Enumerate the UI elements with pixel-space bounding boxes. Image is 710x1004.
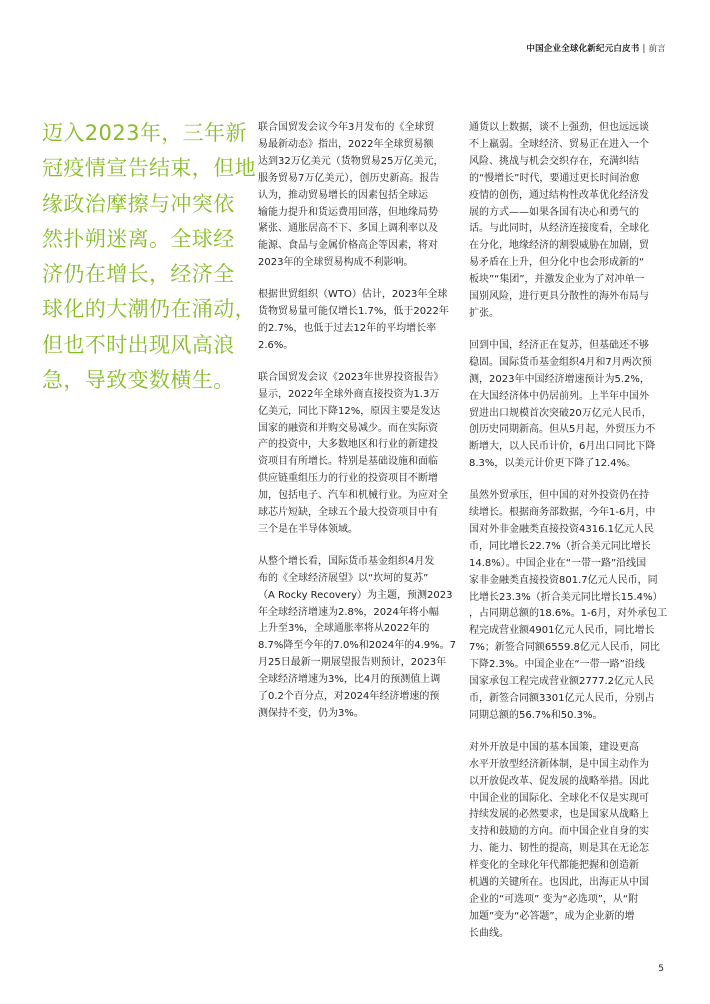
body-line: 布的《全球经济展望》以“坎坷的复苏” <box>258 572 429 584</box>
body-column-left <box>258 120 457 738</box>
body-line: 通货以上数据，谈不上强劲，但也远远谈 <box>469 122 649 133</box>
body-line: 币，新签合同额3301亿元人民币，分别占 <box>469 693 655 704</box>
pull-quote-line: 缘政治摩擦与冲突依 <box>42 191 235 216</box>
pull-quote-line: 但也不时出现风高浪 <box>42 332 235 357</box>
body-line: 贸进出口规模首次突破20万亿元人民币， <box>469 407 652 419</box>
body-line: 稳固。国际货币基金组织4月和7月两次预 <box>469 356 652 368</box>
body-paragraph <box>469 120 661 323</box>
body-line: 货物贸易量可能仅增长1.7%，低于2022年 <box>258 306 449 318</box>
body-line: 上升至3%，全球通胀率将从2022年的 <box>258 623 430 635</box>
body-line: 企业的“可选项” 变为“必选项”，从“附 <box>469 893 639 905</box>
body-line: 了0.2个百分点，对2024年经济增速的预 <box>258 691 440 703</box>
body-line: ，占同期总额的18.6%。1-6月，对外承包工 <box>469 608 668 620</box>
body-line: 显示，2022年全球外商直接投资为1.3万 <box>258 388 440 400</box>
running-header <box>526 42 666 54</box>
body-line: 认为，推动贸易增长的因素包括全球运 <box>258 189 428 201</box>
body-line: 长曲线。 <box>469 927 509 939</box>
body-line: 展的方式——如果各国有决心和勇气的 <box>469 206 639 218</box>
body-line: 国别风险，进行更具分散性的海外布局与 <box>469 291 649 303</box>
body-line: 中国企业的国际化、全球化不仅是实现可 <box>469 792 649 804</box>
body-line: 回到中国，经济正在复苏，但基础还不够 <box>469 339 649 351</box>
body-column-right <box>469 120 668 958</box>
body-line: 国对外非金融类直接投资4316.1亿元人民 <box>469 523 654 535</box>
body-line: 支持和鼓励的方向。而中国企业自身的实 <box>469 826 649 838</box>
body-line: （A Rocky Recovery）为主题，预测2023 <box>258 589 453 601</box>
body-paragraph <box>258 370 450 539</box>
body-line: 从整个增长看，国际货币基金组织4月发 <box>258 555 435 567</box>
pull-quote-line: 急，导致变数横生。 <box>42 368 235 393</box>
body-line: 家非金融类直接投资801.7亿元人民币，同 <box>469 574 658 586</box>
body-line: 易矛盾在上升，但分化中也会形成新的“ <box>469 257 645 269</box>
body-line: 同期总额的56.7%和50.3%。 <box>469 709 603 721</box>
body-line: 月25日最新一期展望报告则预计，2023年 <box>258 657 447 669</box>
body-line: 7%；新签合同额6559.8亿元人民币，同比 <box>469 642 660 654</box>
body-line: 联合国贸发会议今年3月发布的《全球贸 <box>258 122 435 133</box>
body-line: 易最新动态》指出，2022年全球贸易额 <box>258 138 434 150</box>
body-line: 供应链重组压力的行业的投资项目不断增 <box>258 473 438 485</box>
body-line: 加题”变为“必答题”，成为企业新的增 <box>469 910 635 922</box>
pull-quote-line: 然扑朔迷离。全球经 <box>42 226 235 251</box>
header-section: 前言 <box>648 44 666 54</box>
body-line: 话。与此同时，从经济连接度看，全球化 <box>469 223 649 235</box>
body-line: 比增长23.3%（折合美元同比增长15.4%） <box>469 591 663 603</box>
body-line: 能源、食品与金属价格高企等因素，将对 <box>258 240 438 252</box>
body-line: 币，同比增长22.7%（折合美元同比增长 <box>469 540 651 552</box>
body-line: 在大国经济体中仍居前列。上半年中国外 <box>469 390 649 402</box>
pull-quote <box>42 116 256 398</box>
body-line: 持续发展的必然要求，也是国家从战略上 <box>469 809 649 821</box>
body-line: 加，包括电子、汽车和机械行业。为应对全 <box>258 490 448 502</box>
body-paragraph <box>469 740 661 943</box>
body-line: 样变化的全球化年代都能把握和创造新 <box>469 860 639 872</box>
body-line: 虽然外贸承压，但中国的对外投资仍在持 <box>469 490 649 502</box>
body-line: 风险、挑战与机会交织存在，充满纠结 <box>469 155 639 167</box>
body-line: 输能力提升和货运费用回落，但地缘局势 <box>258 206 438 218</box>
header-separator: | <box>642 44 646 54</box>
body-line: 创历史同期新高。但从5月起，外贸压力不 <box>469 424 656 436</box>
body-line: 产的投资中，大多数地区和行业的新建投 <box>258 439 438 451</box>
body-line: 全球经济增速为3%，比4月的预测值上调 <box>258 674 441 686</box>
body-line: 根据世贸组织（WTO）估计，2023年全球 <box>258 289 448 301</box>
body-line: 扩张。 <box>469 307 499 319</box>
header-title: 中国企业全球化新纪元白皮书 <box>526 44 640 54</box>
body-line: 的“慢增长”时代，要通过更长时间治愈 <box>469 172 640 184</box>
body-line: 达到32万亿美元（货物贸易25万亿美元， <box>258 155 444 167</box>
pull-quote-line: 球化的大潮仍在涌动， <box>42 297 256 322</box>
body-paragraph <box>258 554 457 723</box>
body-paragraph <box>469 488 668 725</box>
page-number: 5 <box>658 964 664 974</box>
body-line: 国家承包工程完成营业额2777.2亿元人民 <box>469 676 654 688</box>
body-line: 联合国贸发会议《2023年世界投资报告》 <box>258 371 444 383</box>
body-line: 不上羸弱。全球经济、贸易正在进入一个 <box>469 138 649 150</box>
body-line: 断增大，以人民币计价，6月出口同比下降 <box>469 441 656 453</box>
body-line: 2023年的全球贸易构成不利影响。 <box>258 257 414 269</box>
body-line: 以开放促改革、促发展的战略举措。因此 <box>469 775 649 787</box>
body-line: 程完成营业额4901亿元人民币，同比增长 <box>469 625 655 637</box>
body-line: 亿美元，同比下降12%，原因主要是发达 <box>258 405 441 417</box>
body-line: 8.3%，以美元计价更下降了12.4%。 <box>469 458 637 470</box>
body-line: 水平开放型经济新体制，是中国主动作为 <box>469 758 649 770</box>
body-line: 紧张、通胀居高不下、多国上调利率以及 <box>258 223 438 235</box>
body-line: 测，2023年中国经济增速预计为5.2%， <box>469 373 650 385</box>
body-line: 机遇的关键所在。也因此，出海正从中国 <box>469 877 649 889</box>
body-paragraph <box>469 338 661 473</box>
body-line: 8.7%降至今年的7.0%和2024年的4.9%。7 <box>258 640 457 652</box>
body-line: 三个是在半导体领域。 <box>258 523 358 535</box>
body-line: 14.8%）。中国企业在“一带一路”沿线国 <box>469 557 647 569</box>
body-line: 测保持不变，仍为3%。 <box>258 708 364 719</box>
pull-quote-line: 迈入2023年，三年新 <box>42 121 247 145</box>
body-line: 疫情的创伤，通过结构性改革优化经济发 <box>469 189 649 201</box>
body-line: 对外开放是中国的基本国策，建设更高 <box>469 741 639 753</box>
pull-quote-line: 冠疫情宣告结束，但地 <box>42 156 256 181</box>
pull-quote-line: 济仍在增长，经济全 <box>42 262 235 287</box>
body-line: 续增长。根据商务部数据，今年1-6月，中 <box>469 507 656 519</box>
body-line: 资项目有所增长。特别是基础设施和面临 <box>258 456 438 468</box>
body-paragraph <box>258 287 450 355</box>
body-line: 的2.7%，也低于过去12年的平均增长率 <box>258 322 437 334</box>
body-line: 力、能力、韧性的提高，则是其在无论怎 <box>469 843 649 855</box>
body-line: 服务贸易7万亿美元），创历史新高。报告 <box>258 172 440 184</box>
body-line: 板块”“集团”，并激发企业为了对冲单一 <box>469 274 645 286</box>
body-line: 年全球经济增速为2.8%，2024年将小幅 <box>258 606 439 618</box>
body-line: 下降2.3%。中国企业在“一带一路”沿线 <box>469 659 645 671</box>
body-paragraph <box>258 120 450 272</box>
body-line: 2.6%。 <box>258 339 294 351</box>
body-line: 国家的融资和并购交易减少。而在实际资 <box>258 422 438 434</box>
body-line: 在分化，地缘经济的割裂威胁在加剧，贸 <box>469 240 649 252</box>
body-line: 球芯片短缺，全球五个最大投资项目中有 <box>258 507 438 519</box>
